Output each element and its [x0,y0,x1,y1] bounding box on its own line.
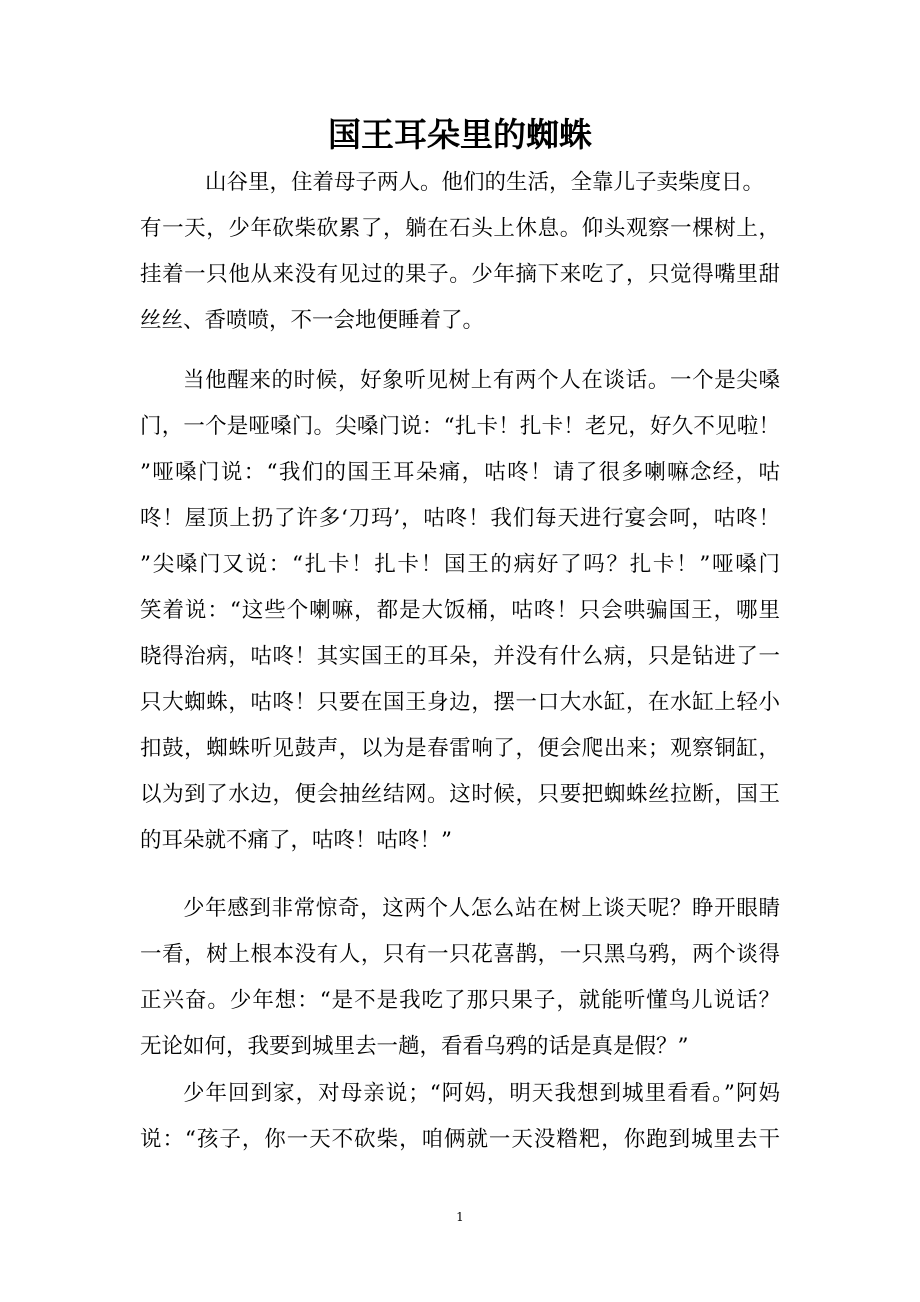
text-line: 无论如何，我要到城里去一趟，看看乌鸦的话是真是假？” [140,1034,689,1059]
text-line: 当他醒来的时候，好象听见树上有两个人在谈话。一个是尖嗓 [183,368,780,393]
text-line: 只大蜘蛛，咕咚！只要在国王身边，摆一口大水缸，在水缸上轻小 [140,690,780,715]
text-line: 说：“孩子，你一天不砍柴，咱俩就一天没糌粑，你跑到城里去干 [140,1127,780,1152]
text-line: 以为到了水边，便会抽丝结网。这时候，只要把蜘蛛丝拉断，国王 [140,782,780,807]
text-line: 门，一个是哑嗓门。尖嗓门说：“扎卡！扎卡！老兄，好久不见啦！ [140,414,780,439]
text-line: 山谷里，住着母子两人。他们的生活，全靠儿子卖柴度日。 [205,170,765,195]
text-line: 少年感到非常惊奇，这两个人怎么站在树上谈天呢？睁开眼睛 [183,896,780,921]
text-line: 扣鼓，蜘蛛听见鼓声，以为是春雷响了，便会爬出来；观察铜缸， [140,736,780,761]
text-line: 一看，树上根本没有人，只有一只花喜鹊，一只黑乌鸦，两个谈得 [140,942,780,967]
text-line: 丝丝、香喷喷，不一会地便睡着了。 [140,308,485,333]
text-line: 少年回到家，对母亲说；“阿妈，明天我想到城里看看。”阿妈 [183,1081,780,1106]
text-line: ”尖嗓门又说：“扎卡！扎卡！国王的病好了吗？扎卡！”哑嗓门 [140,552,780,577]
text-line: 笑着说：“这些个喇嘛，都是大饭桶，咕咚！只会哄骗国王，哪里 [140,598,780,623]
text-line: 的耳朵就不痛了，咕咚！咕咚！” [140,828,452,853]
text-line: 挂着一只他从来没有见过的果子。少年摘下来吃了，只觉得嘴里甜 [140,262,780,287]
text-line: 正兴奋。少年想：“是不是我吃了那只果子，就能听懂鸟儿说话？ [140,988,780,1013]
text-line: ”哑嗓门说：“我们的国王耳朵痛，咕咚！请了很多喇嘛念经，咕 [140,460,780,485]
text-line: 咚！屋顶上扔了许多‘刀玛’，咕咚！我们每天进行宴会呵，咕咚！ [140,506,780,531]
text-line: 晓得治病，咕咚！其实国王的耳朵，并没有什么病，只是钻进了一 [140,644,780,669]
document-title: 国王耳朵里的蜘蛛 [328,115,592,154]
page-number: 1 [456,1210,464,1224]
text-line: 有一天，少年砍柴砍累了，躺在石头上休息。仰头观察一棵树上， [140,216,780,241]
